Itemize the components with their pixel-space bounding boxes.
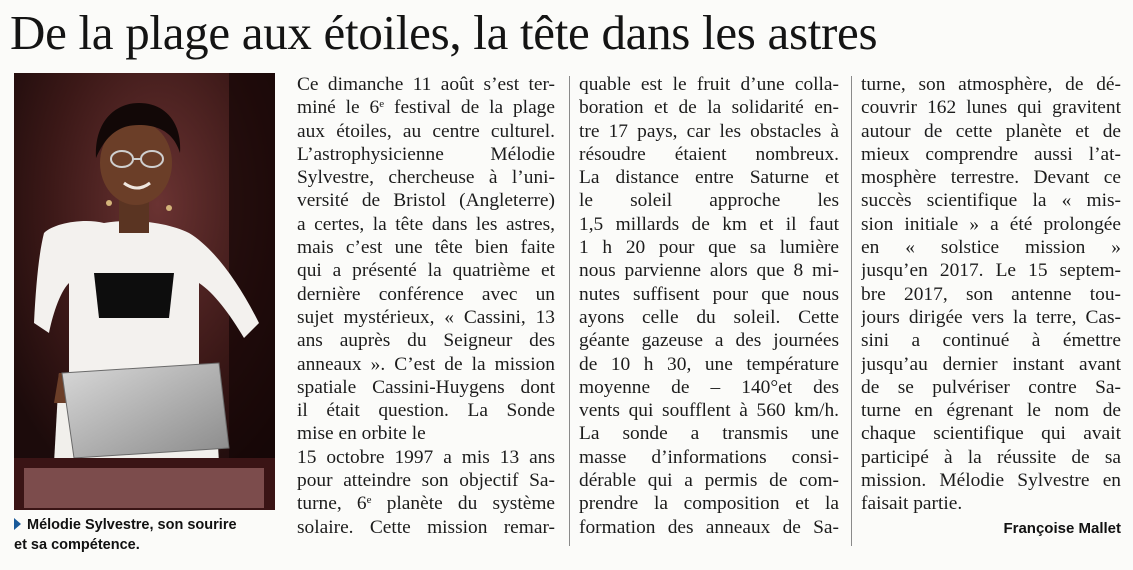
article-line: mission. Mélodie Sylvestre en bbox=[861, 470, 1121, 492]
article-line: boration et de la solidarité en- bbox=[579, 97, 839, 119]
column-divider bbox=[569, 76, 570, 546]
column-divider bbox=[851, 76, 852, 546]
article-line: La sonde a transmis une bbox=[579, 423, 839, 445]
article-line: anneaux ». C’est de la mission bbox=[297, 353, 555, 375]
article-line: spatiale Cassini-Huygens dont bbox=[297, 376, 555, 398]
article-line: turne en égrenant le nom de bbox=[861, 400, 1121, 422]
article-line: ans auprès du Seigneur des bbox=[297, 330, 555, 352]
caption-marker-icon bbox=[14, 518, 21, 530]
article-line: faisait partie. bbox=[861, 493, 963, 515]
article-line: Sylvestre, chercheuse à l’uni- bbox=[297, 167, 555, 189]
article-line: mais c’est une tête bien faite bbox=[297, 237, 555, 259]
article-line: 1 h 20 pour que sa lumière bbox=[579, 237, 839, 259]
article-line: sujet mystérieux, « Cassini, 13 bbox=[297, 306, 555, 328]
article-line: qui a présenté la quatrième et bbox=[297, 260, 555, 282]
article-line: couvrir 162 lunes qui gravitent bbox=[861, 97, 1121, 119]
article-line: autour de cette planète et de bbox=[861, 120, 1121, 142]
article-line: L’astrophysicienne Mélodie bbox=[297, 143, 555, 165]
article-line: vents qui soufflent à 560 km/h. bbox=[579, 400, 839, 422]
article-line: jusqu’en 2017. Le 15 septem- bbox=[861, 260, 1121, 282]
article-column-2 bbox=[579, 73, 839, 553]
article-line: chaque scientifique qui avait bbox=[861, 423, 1121, 445]
article-line: jusqu’au dernier instant avant bbox=[861, 353, 1121, 375]
article-line: nutes suffisent pour que nous bbox=[579, 283, 839, 305]
article-line: turne, 6e planète du système bbox=[297, 493, 555, 515]
speaker-photo bbox=[14, 73, 275, 510]
article-line: quable est le fruit d’une colla- bbox=[579, 74, 839, 95]
article-line: 1,5 millards de km et il faut bbox=[579, 213, 839, 235]
article-line: bre 2017, son antenne tou- bbox=[861, 283, 1121, 305]
article-line: en « solstice mission » bbox=[861, 237, 1121, 259]
article-line: prendre la composition et la bbox=[579, 493, 839, 515]
article-line: résoudre étaient nombreux. bbox=[579, 143, 839, 165]
article-line: La distance entre Saturne et bbox=[579, 167, 839, 189]
article-line: 15 octobre 1997 a mis 13 ans bbox=[297, 446, 555, 468]
article-column-1 bbox=[297, 73, 555, 553]
article-line: moyenne de – 140°et des bbox=[579, 376, 839, 398]
photo-caption bbox=[14, 515, 284, 555]
article-line: nous parvienne alors que 8 mi- bbox=[579, 260, 839, 282]
article-column-3 bbox=[861, 73, 1121, 553]
article-line: miné le 6e festival de la plage bbox=[297, 97, 555, 119]
article-line: tre 17 pays, car les obstacles à bbox=[579, 120, 839, 142]
article-line: participé à la réussite de sa bbox=[861, 446, 1121, 468]
article-line: succès scientifique la « mis- bbox=[861, 190, 1121, 212]
article-line: dérable qui a permis de com- bbox=[579, 470, 839, 492]
article-line: masse d’informations consi- bbox=[579, 446, 839, 468]
article-line: le soleil approche les bbox=[579, 190, 839, 212]
article-line: jours dirigée vers la terre, Cas- bbox=[861, 306, 1121, 328]
article-byline: Françoise Mallet bbox=[1003, 520, 1121, 537]
article-line: sion initiale » a été prolongée bbox=[861, 213, 1121, 235]
article-line: de 10 h 30, une température bbox=[579, 353, 839, 375]
article-line: de se pulvériser contre Sa- bbox=[861, 376, 1121, 398]
article-line: versité de Bristol (Angleterre) bbox=[297, 190, 555, 212]
article-line: solaire. Cette mission remar- bbox=[297, 516, 555, 538]
article-line: a certes, la tête dans les astres, bbox=[297, 213, 555, 235]
photo-caption-text-1: Mélodie Sylvestre, son sourire bbox=[27, 517, 237, 533]
article-line: il était question. La Sonde bbox=[297, 400, 555, 422]
article-line: mieux comprendre aussi l’at- bbox=[861, 143, 1121, 165]
article-line: mosphère terrestre. Devant ce bbox=[861, 167, 1121, 189]
article-line: Ce dimanche 11 août s’est ter- bbox=[297, 74, 555, 95]
article-line: ayons celle du soleil. Cette bbox=[579, 306, 839, 328]
article-line: formation des anneaux de Sa- bbox=[579, 516, 839, 538]
article-line: sini a continué à émettre bbox=[861, 330, 1121, 352]
article-line: aux étoiles, au centre culturel. bbox=[297, 120, 555, 142]
article-line: turne, son atmosphère, de dé- bbox=[861, 74, 1121, 95]
article-line: géante gazeuse a des journées bbox=[579, 330, 839, 352]
article-line: mise en orbite le bbox=[297, 423, 426, 445]
article-line: pour atteindre son objectif Sa- bbox=[297, 470, 555, 492]
photo-caption-line-2: et sa compétence. bbox=[14, 537, 140, 553]
speaker-photo-illustration bbox=[14, 73, 275, 510]
article-line: dernière conférence avec un bbox=[297, 283, 555, 305]
photo-caption-line-1 bbox=[14, 515, 284, 535]
article-headline: De la plage aux étoiles, la tête dans les astres bbox=[10, 5, 878, 60]
